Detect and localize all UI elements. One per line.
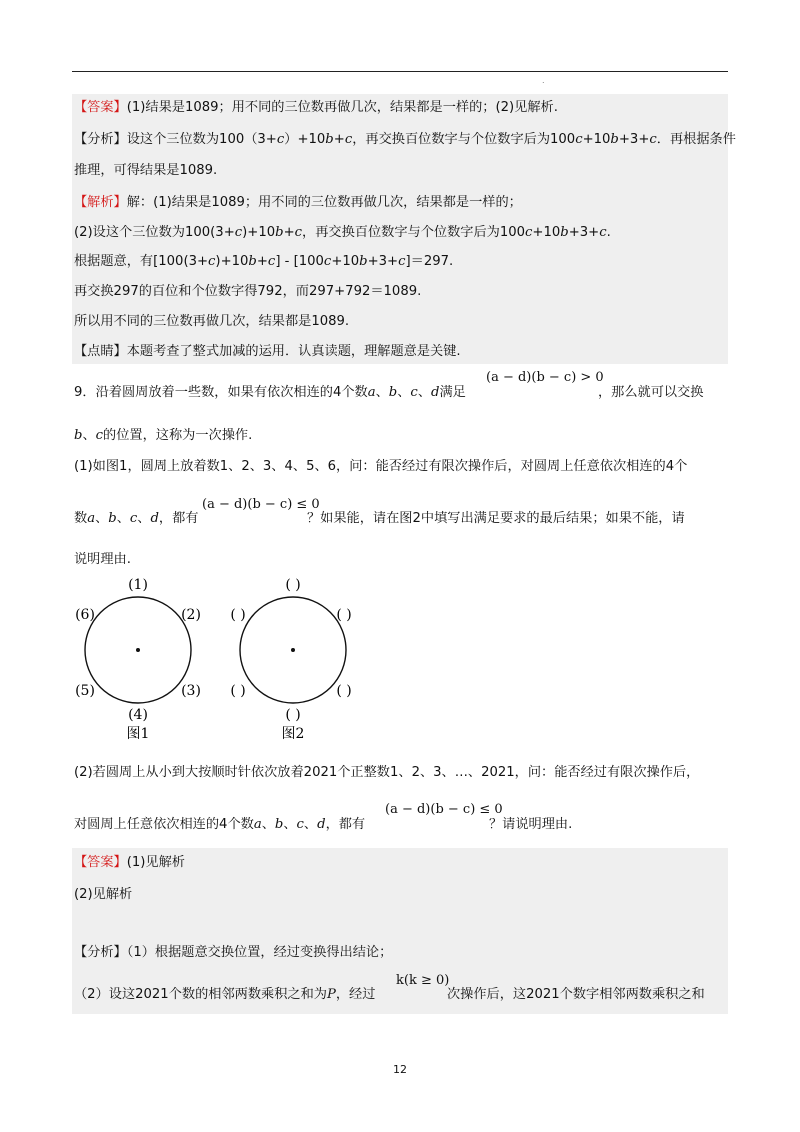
condition-formula-gt: (a − d)(b − c) > 0 [486, 370, 604, 385]
figure-2-label-bottom: ( ) [285, 707, 301, 723]
note-line: 【点睛】本题考查了整式加减的运用．认真读题，理解题意是关键. [74, 344, 461, 359]
solution-line-1: 【解析】解：(1)结果是1089；用不同的三位数再做几次，结果都是一样的； [74, 195, 522, 210]
analysis-line-2: 推理，可得结果是1089. [74, 163, 218, 178]
part-1-line-2-end: ？如果能，请在图2中填写出满足要求的最后结果；如果不能，请 [307, 511, 685, 526]
analysis-line-1: 【分析】设这个三位数为100（3+c）+10b+c，再交换百位数字与个位数字后为100c+10b+3+c．再根据条件 [74, 132, 736, 147]
analysis-2-line-2: （2）设这2021个数的相邻两数乘积之和为P，经过 [74, 987, 376, 1002]
figure-1-label-top: (1) [128, 577, 148, 593]
header-rule [72, 71, 728, 72]
answer-text: (1)结果是1089；用不同的三位数再做几次，结果都是一样的；(2)见解析. [126, 100, 558, 115]
answer-2-tag: 【答案】 [74, 855, 127, 870]
part-2-line-1: (2)若圆周上从小到大按顺时针依次放着2021个正整数1、2、3、…、2021，问：能否经过有限次操作后， [74, 765, 700, 780]
question-9-line-1-end: ，那么就可以交换 [598, 385, 704, 400]
circle-figures [60, 570, 380, 750]
analysis-2-tag: 【分析】 [74, 945, 127, 960]
part-2-line-2-end: ？请说明理由. [489, 817, 573, 832]
figure-2-label-top-left: ( ) [230, 607, 246, 623]
condition-formula-le-1: (a − d)(b − c) ≤ 0 [202, 497, 320, 512]
solution-line-5: 所以用不同的三位数再做几次，结果都是1089. [74, 314, 350, 329]
k-formula: k(k ≥ 0) [396, 973, 450, 988]
condition-formula-le-2: (a − d)(b − c) ≤ 0 [385, 802, 503, 817]
answer-tag: 【答案】 [74, 100, 127, 115]
figure-1-label-top-right: (2) [181, 607, 201, 623]
answer-2-line-1: 【答案】(1)见解析 [74, 855, 185, 870]
part-1-line-2: 数a、b、c、d，都有 [74, 511, 199, 526]
part-2-line-2: 对圆周上任意依次相连的4个数a、b、c、d，都有 [74, 817, 366, 832]
solution-tag: 【解析】 [74, 195, 127, 210]
answer-line-1 [74, 99, 558, 117]
figure-1-center-dot [136, 648, 140, 652]
figure-1-caption: 图1 [126, 726, 150, 742]
figure-2-center-dot [291, 648, 295, 652]
solution-line-2: (2)设这个三位数为100(3+c)+10b+c，再交换百位数字与个位数字后为100c+10b+3+c. [74, 225, 611, 240]
analysis-2-line-2-end: 次操作后，这2021个数字相邻两数乘积之和 [447, 987, 705, 1002]
figure-2-label-bottom-right: ( ) [336, 683, 352, 699]
figure-1-label-bottom-right: (3) [181, 683, 201, 699]
solution-line-3: 根据题意，有[100(3+c)+10b+c] - [100c+10b+3+c]＝297. [74, 254, 454, 269]
question-9-line-2: b、c的位置，这称为一次操作. [74, 428, 253, 443]
figure-1-label-bottom: (4) [128, 707, 148, 723]
figure-1-label-top-left: (6) [75, 607, 95, 623]
figure-2-label-top: ( ) [285, 577, 301, 593]
question-9-line-1: 9．沿着圆周放着一些数，如果有依次相连的4个数a、b、c、d满足 [74, 385, 466, 400]
header-mark: . [542, 76, 545, 85]
figure-2-label-top-right: ( ) [336, 607, 352, 623]
solution-line-4: 再交换297的百位和个位数字得792，而297+792＝1089. [74, 284, 422, 299]
figure-2-caption: 图2 [281, 726, 305, 742]
page-number: 12 [393, 1063, 407, 1076]
part-1-line-3: 说明理由. [74, 552, 131, 567]
answer-2-line-2: (2)见解析 [74, 887, 133, 902]
figure-1-label-bottom-left: (5) [75, 683, 95, 699]
note-tag: 【点睛】 [74, 344, 127, 359]
analysis-2-line-1: 【分析】（1）根据题意交换位置，经过变换得出结论； [74, 945, 393, 960]
part-1-line-1: (1)如图1，圆周上放着数1、2、3、4、5、6，问：能否经过有限次操作后，对圆周上任意依次相连的4个 [74, 459, 688, 474]
analysis-tag: 【分析】 [74, 132, 127, 147]
figure-2-label-bottom-left: ( ) [230, 683, 246, 699]
